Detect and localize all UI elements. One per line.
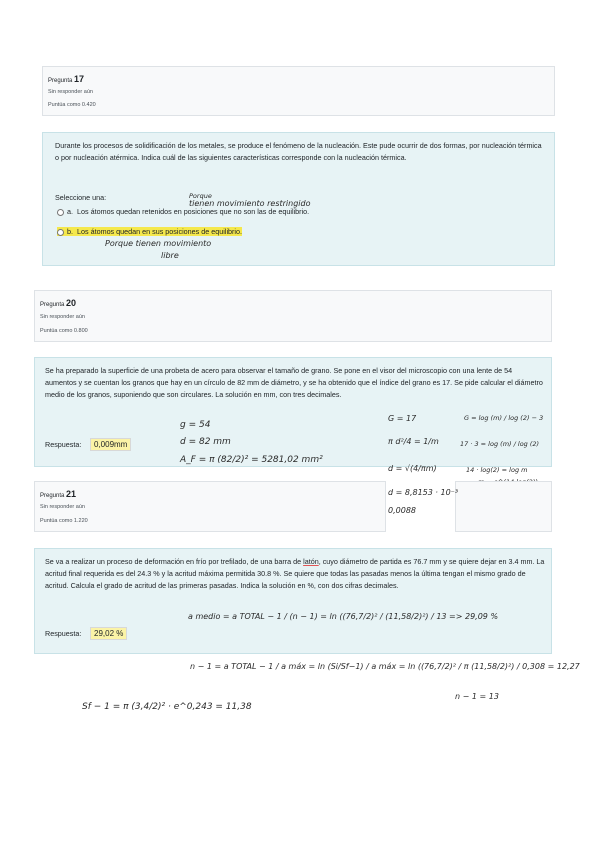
note-n1-val: n − 1 = 13	[455, 692, 499, 701]
note-af: A_F = π (82/2)² = 5281,02 mm²	[180, 455, 323, 465]
question-number: 17	[74, 74, 85, 84]
note-pi-eq: π d²/4 = 1/m	[388, 437, 439, 446]
note-sf: Sf − 1 = π (3,4/2)² · e^0,243 = 11,38	[82, 702, 252, 712]
question-17-content	[42, 132, 555, 266]
question-21-content	[34, 548, 552, 654]
question-grade: Puntúa como 0.800	[40, 328, 88, 334]
note-d: d = 82 mm	[180, 437, 231, 447]
note-G: G = 17	[388, 414, 417, 423]
note-a-1: Porque	[189, 192, 212, 200]
question-text: Se va a realizar un proceso de deformación en frío por trefilado, de una barra de latón, cuyo diámetro de partida es 76.7 mm y se quiere dejar en 3.4 mm. La acritud final requerida es del 24.3 % y la acritud máxima permitida 30.8 %. Se quiere que todas las pasadas menos la última tengan el mismo grado de acritud. Calcula el grado de acritud de las primeras pasadas. Indica la solución en %, con dos cifras decimales.	[45, 557, 545, 590]
question-number: 21	[66, 489, 77, 499]
answer-label: Respuesta:	[45, 440, 82, 449]
question-label: Pregunta 21	[40, 489, 77, 499]
question-label: Pregunta 20	[40, 298, 77, 308]
question-text: Se ha preparado la superficie de una probeta de acero para observar el tamaño de grano. Se pone en el visor del microscopio con una lente de 54 aumentos y se cuentan los granos que hay en un círculo de 82 mm de diámetro, y se ha obtenido que el índice del grano es 17. Se pide calcular el diámetro medio de los granos, suponiendo que son circulares. La solución en mm, con tres decimales.	[45, 366, 543, 399]
select-label: Seleccione una:	[55, 193, 107, 202]
note-g: g = 54	[180, 420, 211, 430]
answer-input[interactable]: 29,02 %	[90, 627, 127, 640]
question-20-content	[34, 357, 552, 467]
radio-b[interactable]	[57, 229, 64, 236]
question-grade: Puntúa como 0.420	[48, 102, 96, 108]
question-state: Sin responder aún	[40, 314, 85, 320]
question-21-info	[34, 481, 386, 532]
note-G-formula: G = log (m) / log (2) − 3	[464, 414, 544, 422]
note-log-eq: 14 · log(2) = log m	[466, 466, 528, 474]
question-number: 20	[66, 298, 77, 308]
note-a-2: tienen movimiento restringido	[189, 199, 311, 208]
note-b-2: libre	[161, 251, 179, 260]
note-d-val: d = 8,8153 · 10⁻³	[388, 488, 459, 497]
question-state: Sin responder aún	[40, 504, 85, 510]
question-grade: Puntúa como 1.220	[40, 518, 88, 524]
note-d-round: 0,0088	[388, 506, 416, 515]
note-d-eq: d = √(4/πm)	[388, 464, 437, 473]
answer-label: Respuesta:	[45, 629, 82, 638]
question-21-info-right	[455, 481, 552, 532]
question-text: Durante los procesos de solidificación de los metales, se produce el fenómeno de la nucleación. Este pude ocurrir de dos formas, por nucleación térmica o por nucleación atérmica. Indica cuál de las siguientes características corresponde con la nucleación térmica.	[55, 141, 542, 162]
note-sub: 17 · 3 = log (m) / log (2)	[460, 440, 540, 448]
question-17-info	[42, 66, 555, 116]
option-b[interactable]: b. Los átomos quedan en sus posiciones de equilibrio.	[57, 227, 242, 236]
question-state: Sin responder aún	[48, 89, 93, 95]
question-label: Pregunta 17	[48, 74, 85, 84]
note-b-1: Porque tienen movimiento	[105, 239, 212, 248]
note-n1: n − 1 = a TOTAL − 1 / a máx = ln (Si/Sf−1) / a máx = ln ((76,7/2)² / π (11,58/2)²) / 0,308 = 12,27	[190, 662, 580, 671]
answer-input[interactable]: 0,009mm	[90, 438, 131, 451]
question-20-info	[34, 290, 552, 342]
note-amedio: a medio = a TOTAL − 1 / (n − 1) = ln ((76,7/2)² / (11,58/2)²) / 13 => 29,09 %	[188, 612, 499, 621]
radio-a[interactable]	[57, 209, 64, 216]
option-a[interactable]: a. Los átomos quedan retenidos en posiciones que no son las de equilibrio.	[57, 207, 309, 216]
